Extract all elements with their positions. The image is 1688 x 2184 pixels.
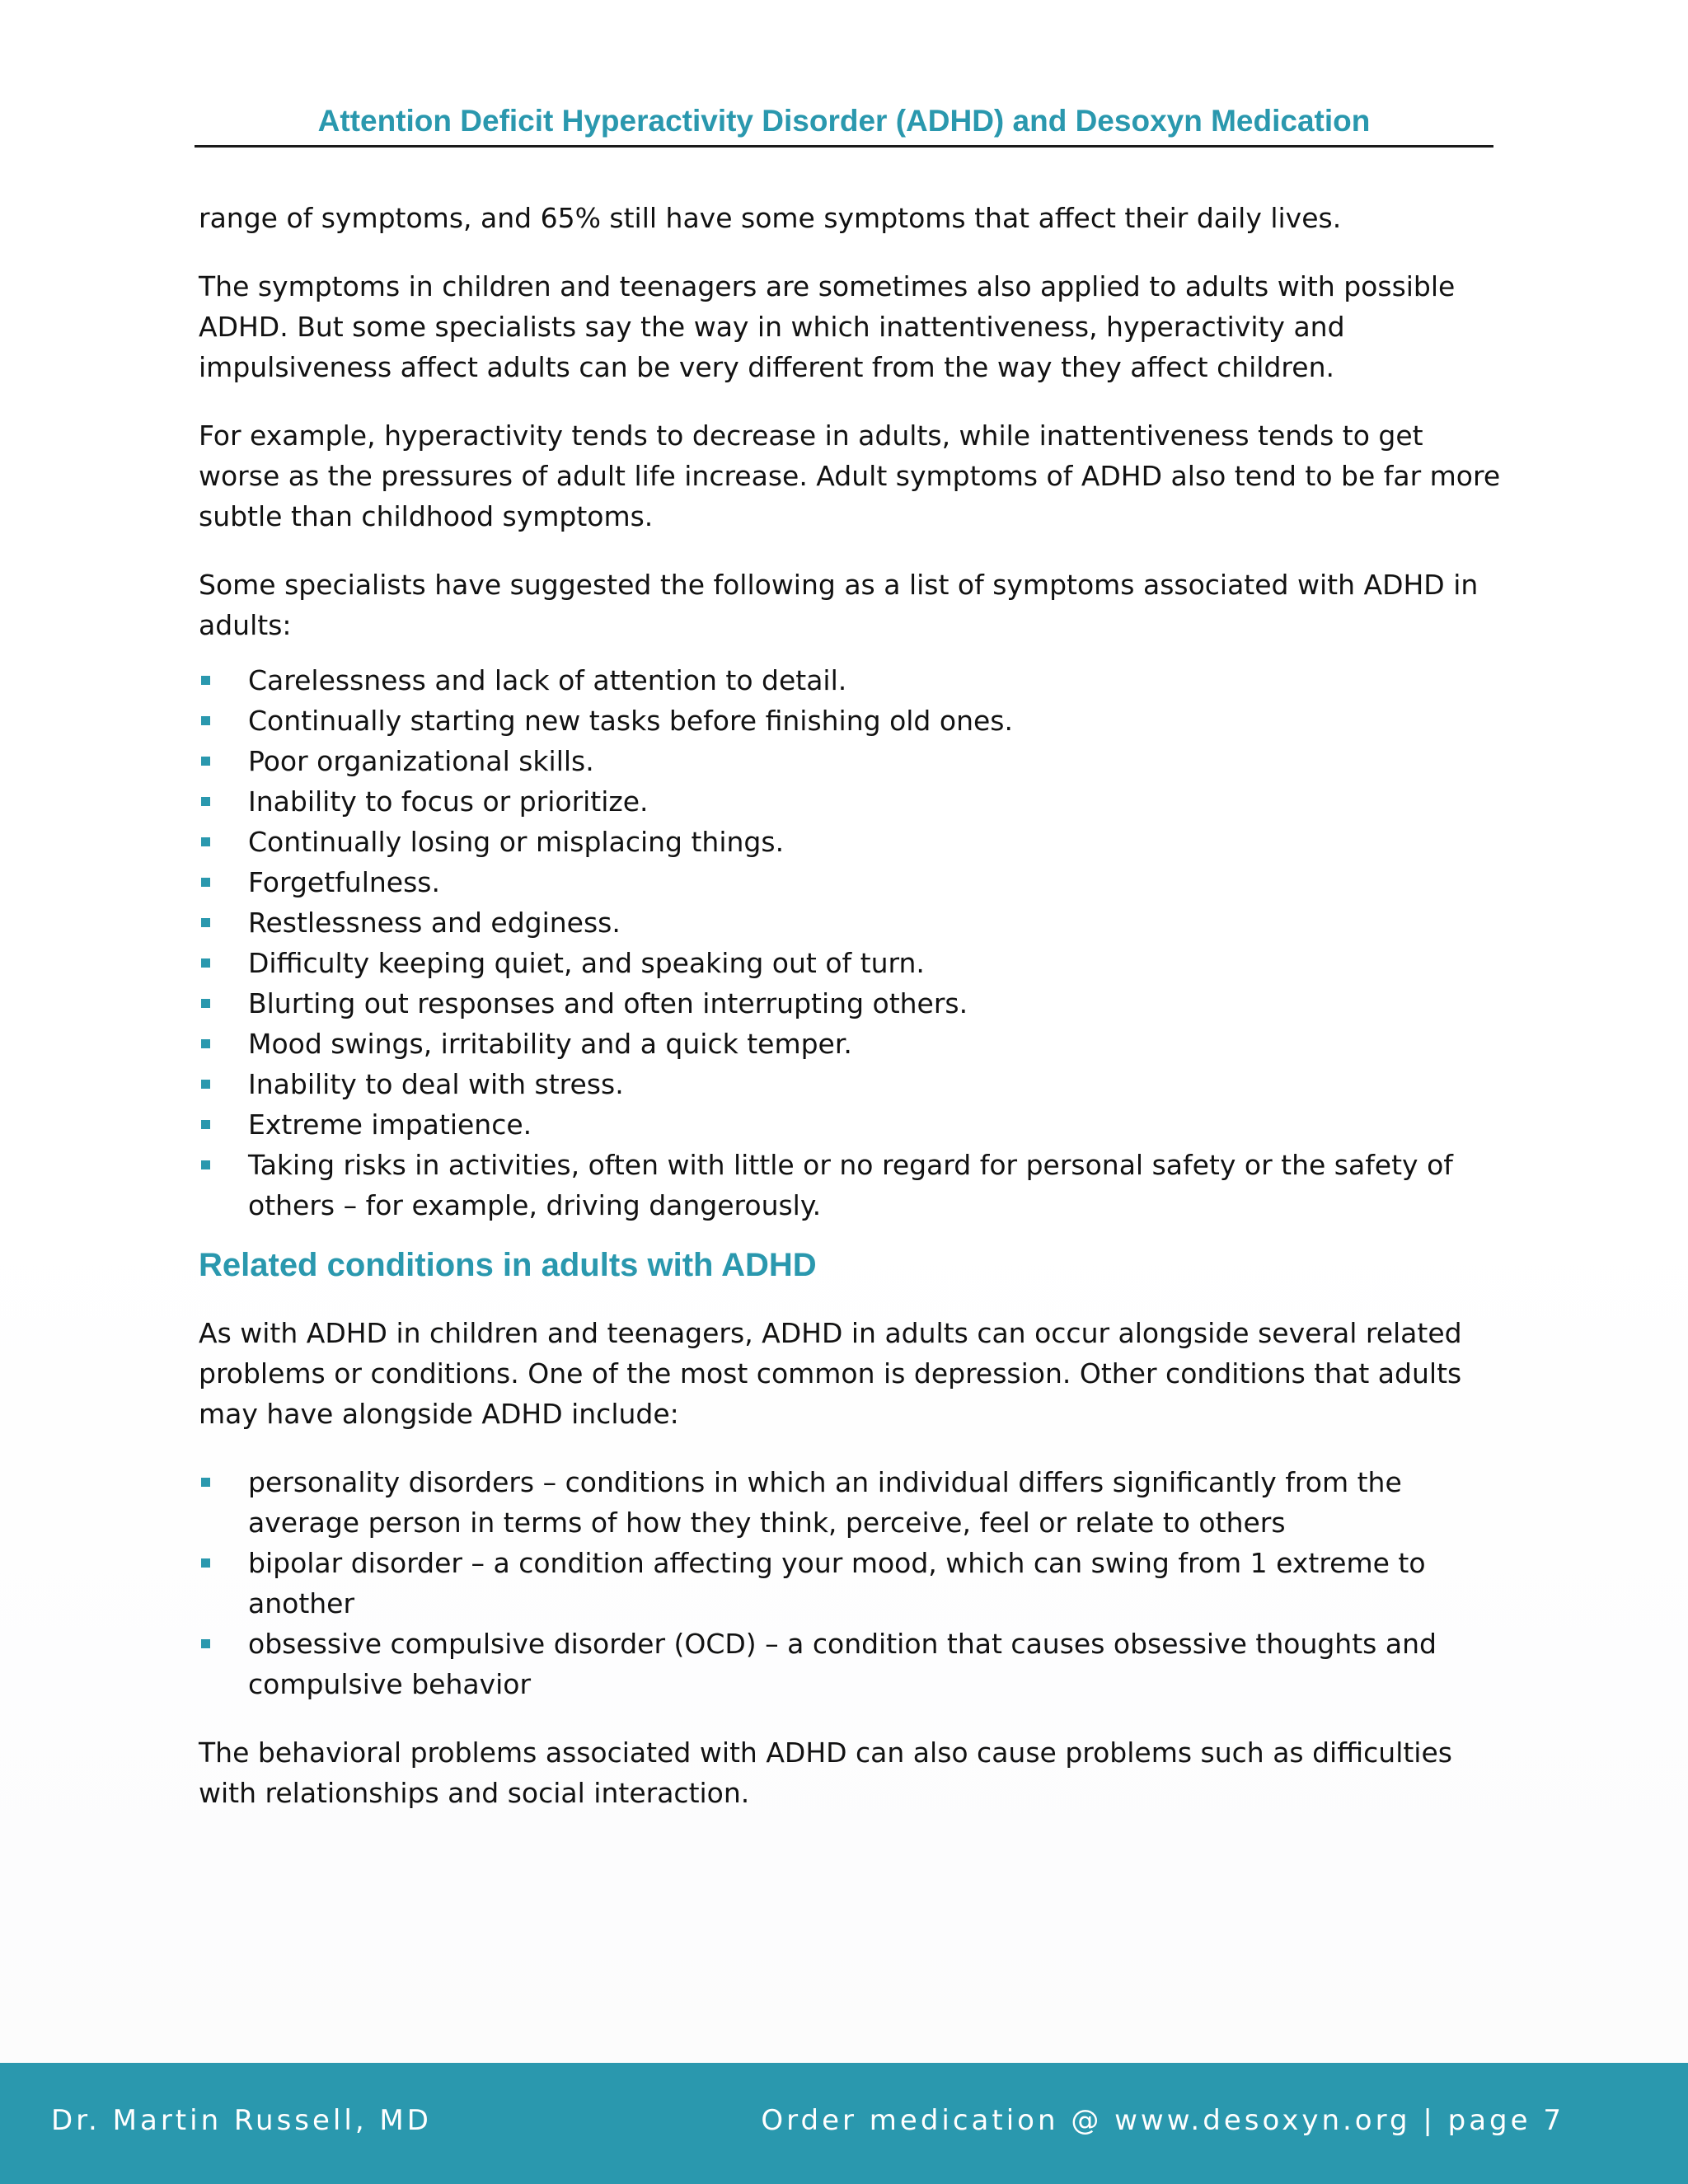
- list-item: [199, 862, 1501, 902]
- square-bullet-icon: [201, 676, 210, 685]
- list-item-text: Forgetfulness.: [248, 866, 440, 898]
- section-heading: Related conditions in adults with ADHD: [199, 1247, 817, 1283]
- square-bullet-icon: [201, 1160, 210, 1169]
- related-intro-paragraph: As with ADHD in children and teenagers, ADHD in adults can occur alongside several related problems or conditions. One of the most common is depression. Other conditions that adults may have alongside ADHD include:: [199, 1317, 1462, 1430]
- list-item: [199, 1104, 1501, 1145]
- list-item-text: Difficulty keeping quiet, and speaking out of turn.: [248, 947, 925, 979]
- list-item-text: Continually starting new tasks before finishing old ones.: [248, 705, 1013, 737]
- list-item-text: Blurting out responses and often interrupting others.: [248, 987, 968, 1019]
- square-bullet-icon: [201, 1120, 210, 1129]
- square-bullet-icon: [201, 1639, 210, 1648]
- list-item: [199, 983, 1501, 1024]
- list-item-text: Restlessness and edginess.: [248, 907, 621, 939]
- list-item: [199, 701, 1501, 741]
- square-bullet-icon: [201, 1478, 210, 1487]
- list-item: [199, 1543, 1501, 1624]
- page-footer: [0, 2063, 1688, 2184]
- list-item-text: Carelessness and lack of attention to detail.: [248, 664, 847, 696]
- list-item: [199, 741, 1501, 781]
- list-item-text: Continually losing or misplacing things.: [248, 826, 785, 858]
- square-bullet-icon: [201, 1080, 210, 1089]
- list-item-text: Inability to deal with stress.: [248, 1068, 624, 1100]
- list-item-text: obsessive compulsive disorder (OCD) – a condition that causes obsessive thoughts and compulsive behavior: [248, 1628, 1437, 1700]
- intro-paragraph-2: The symptoms in children and teenagers are sometimes also applied to adults with possible ADHD. But some specialists say the way in which inattentiveness, hyperactivity and impulsiveness affect adults can be very different from the way they affect children.: [199, 270, 1456, 383]
- document-title: Attention Deficit Hyperactivity Disorder (ADHD) and Desoxyn Medication: [317, 104, 1371, 138]
- intro-paragraph-3: For example, hyperactivity tends to decrease in adults, while inattentiveness tends to get worse as the pressures of adult life increase. Adult symptoms of ADHD also tend to be far more subtle than childhood symptoms.: [199, 419, 1501, 532]
- list-item: [199, 660, 1501, 701]
- list-item-text: Mood swings, irritability and a quick temper.: [248, 1028, 852, 1060]
- footer-order-link[interactable]: Order medication @ www.desoxyn.org | page 7: [761, 2104, 1564, 2137]
- square-bullet-icon: [201, 958, 210, 968]
- square-bullet-icon: [201, 797, 210, 806]
- list-item: [199, 822, 1501, 862]
- square-bullet-icon: [201, 878, 210, 887]
- list-item-text: Inability to focus or prioritize.: [248, 785, 649, 818]
- list-item: [199, 781, 1501, 822]
- related-conditions-list: [199, 1462, 1501, 1704]
- list-item-text: bipolar disorder – a condition affecting your mood, which can swing from 1 extreme to another: [248, 1547, 1426, 1619]
- square-bullet-icon: [201, 999, 210, 1008]
- symptoms-list: [199, 660, 1501, 1226]
- list-item: [199, 1145, 1501, 1226]
- closing-paragraph: The behavioral problems associated with ADHD can also cause problems such as difficulties with relationships and social interaction.: [199, 1736, 1452, 1809]
- list-item: [199, 1624, 1501, 1704]
- list-item: [199, 943, 1501, 983]
- intro-paragraph-1: range of symptoms, and 65% still have some symptoms that affect their daily lives.: [199, 202, 1342, 234]
- list-item: [199, 1024, 1501, 1064]
- list-item: [199, 1462, 1501, 1543]
- main-content: [199, 198, 1501, 1841]
- square-bullet-icon: [201, 716, 210, 725]
- list-item: [199, 902, 1501, 943]
- square-bullet-icon: [201, 1558, 210, 1568]
- list-item-text: Extreme impatience.: [248, 1108, 532, 1141]
- page-header: [195, 97, 1493, 148]
- square-bullet-icon: [201, 837, 210, 846]
- square-bullet-icon: [201, 1039, 210, 1048]
- square-bullet-icon: [201, 918, 210, 927]
- intro-paragraph-4: Some specialists have suggested the following as a list of symptoms associated with ADHD in adults:: [199, 569, 1479, 641]
- list-item-text: personality disorders – conditions in which an individual differs significantly from the average person in terms of how they think, perceive, feel or relate to others: [248, 1466, 1402, 1539]
- list-item: [199, 1064, 1501, 1104]
- list-item-text: Poor organizational skills.: [248, 745, 594, 777]
- square-bullet-icon: [201, 757, 210, 766]
- list-item-text: Taking risks in activities, often with little or no regard for personal safety or the safety of others – for example, driving dangerously.: [248, 1149, 1453, 1221]
- footer-author: Dr. Martin Russell, MD: [51, 2104, 432, 2137]
